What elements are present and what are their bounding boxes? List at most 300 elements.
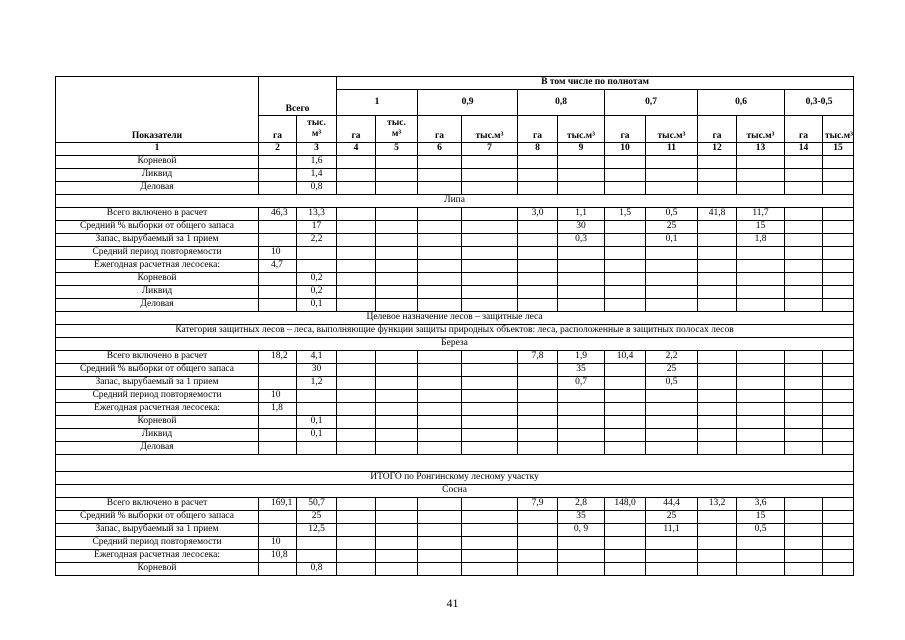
- table-cell: 0,1: [297, 416, 337, 429]
- table-cell: [558, 273, 605, 286]
- table-cell: [823, 416, 854, 429]
- row-label: Корневой: [56, 273, 259, 286]
- table-cell: [698, 442, 737, 455]
- table-row: [56, 563, 854, 576]
- column-number: 3: [297, 143, 337, 156]
- table-cell: 10,4: [605, 351, 646, 364]
- table-cell: 2,2: [297, 234, 337, 247]
- column-number: 6: [418, 143, 462, 156]
- table-cell: 169,1: [259, 498, 297, 511]
- table-cell: [698, 416, 737, 429]
- unit-thous-m3: тыс.м³: [737, 116, 785, 143]
- table-cell: [785, 286, 823, 299]
- table-cell: 1,1: [558, 208, 605, 221]
- table-cell: [337, 524, 376, 537]
- table-cell: [518, 524, 558, 537]
- unit-ha: га: [518, 116, 558, 143]
- section-title: Категория защитных лесов – леса, выполняющие функции защиты природных объектов: леса, расположенные в защитных полосах лесов: [56, 325, 854, 338]
- table-cell: [823, 234, 854, 247]
- table-cell: 0,1: [297, 429, 337, 442]
- row-label: Средний % выборки от общего запаса: [56, 364, 259, 377]
- table-cell: [462, 351, 518, 364]
- table-cell: [605, 442, 646, 455]
- table-cell: [737, 182, 785, 195]
- table-cell: 15: [737, 221, 785, 234]
- table-cell: 46,3: [259, 208, 297, 221]
- table-cell: [462, 416, 518, 429]
- table-cell: [297, 403, 337, 416]
- table-cell: [698, 537, 737, 550]
- table-cell: [823, 377, 854, 390]
- table-cell: [259, 286, 297, 299]
- table-cell: [418, 377, 462, 390]
- column-number-row: [56, 143, 854, 156]
- table-cell: [605, 221, 646, 234]
- table-cell: 35: [558, 364, 605, 377]
- density-header-0-3-0-5: 0,3-0,5: [785, 90, 854, 116]
- section-row: [56, 325, 854, 338]
- row-label: Всего включено в расчет: [56, 498, 259, 511]
- table-cell: [698, 524, 737, 537]
- table-row: [56, 247, 854, 260]
- table-cell: [518, 377, 558, 390]
- table-cell: [297, 537, 337, 550]
- table-cell: [337, 156, 376, 169]
- table-cell: [376, 390, 418, 403]
- table-cell: [558, 260, 605, 273]
- table-cell: [337, 234, 376, 247]
- table-cell: [698, 234, 737, 247]
- table-cell: [785, 182, 823, 195]
- table-cell: [785, 208, 823, 221]
- table-row: [56, 537, 854, 550]
- table-cell: [462, 182, 518, 195]
- table-cell: [737, 429, 785, 442]
- table-cell: [646, 442, 698, 455]
- table-cell: 0,5: [737, 524, 785, 537]
- table-row: [56, 260, 854, 273]
- column-number: 2: [259, 143, 297, 156]
- table-cell: [558, 390, 605, 403]
- table-cell: [518, 429, 558, 442]
- table-cell: [418, 364, 462, 377]
- table-cell: [558, 429, 605, 442]
- table-cell: [418, 416, 462, 429]
- table-cell: [605, 390, 646, 403]
- table-cell: [518, 234, 558, 247]
- section-row: [56, 312, 854, 325]
- table-cell: [418, 156, 462, 169]
- table-cell: [737, 563, 785, 576]
- table-cell: 2,8: [558, 498, 605, 511]
- table-cell: [418, 247, 462, 260]
- table-cell: [259, 156, 297, 169]
- table-cell: [605, 563, 646, 576]
- table-cell: [462, 550, 518, 563]
- table-cell: [698, 169, 737, 182]
- table-row: [56, 524, 854, 537]
- table-cell: [259, 364, 297, 377]
- table-cell: [698, 563, 737, 576]
- table-cell: [646, 182, 698, 195]
- table-cell: [646, 390, 698, 403]
- table-body: [56, 156, 854, 576]
- table-cell: [823, 351, 854, 364]
- table-cell: [823, 403, 854, 416]
- section-title: Целевое назначение лесов – защитные леса: [56, 312, 854, 325]
- table-cell: [785, 403, 823, 416]
- table-cell: [462, 208, 518, 221]
- table-cell: [376, 524, 418, 537]
- table-cell: [418, 442, 462, 455]
- table-cell: [785, 442, 823, 455]
- table-cell: [376, 429, 418, 442]
- table-cell: 3,6: [737, 498, 785, 511]
- table-row: [56, 416, 854, 429]
- table-cell: [558, 537, 605, 550]
- table-cell: [518, 537, 558, 550]
- table-cell: [462, 511, 518, 524]
- row-label: Корневой: [56, 563, 259, 576]
- table-cell: [737, 537, 785, 550]
- table-cell: [698, 511, 737, 524]
- table-cell: [605, 182, 646, 195]
- table-cell: [605, 364, 646, 377]
- table-cell: [337, 247, 376, 260]
- table-cell: [418, 260, 462, 273]
- table-cell: [462, 377, 518, 390]
- table-cell: [259, 377, 297, 390]
- table-cell: [646, 260, 698, 273]
- table-cell: 25: [646, 364, 698, 377]
- table-cell: [462, 169, 518, 182]
- table-cell: 4,1: [297, 351, 337, 364]
- table-cell: [737, 286, 785, 299]
- table-cell: [823, 221, 854, 234]
- table-row: [56, 429, 854, 442]
- table-cell: [337, 208, 376, 221]
- unit-ha: га: [337, 116, 376, 143]
- section-title: Береза: [56, 338, 854, 351]
- table-cell: [259, 273, 297, 286]
- table-cell: [418, 390, 462, 403]
- table-cell: 0,5: [646, 208, 698, 221]
- table-cell: 25: [646, 511, 698, 524]
- column-number: 1: [56, 143, 259, 156]
- section-title: [56, 455, 854, 472]
- table-cell: [376, 182, 418, 195]
- table-cell: [785, 563, 823, 576]
- unit-ha: га: [605, 116, 646, 143]
- table-cell: [605, 260, 646, 273]
- table-cell: [337, 563, 376, 576]
- column-number: 11: [646, 143, 698, 156]
- unit-thous-m3: тыс.м³: [823, 116, 854, 143]
- table-cell: [605, 524, 646, 537]
- density-header-0-6: 0,6: [698, 90, 785, 116]
- table-cell: [376, 498, 418, 511]
- table-cell: 35: [558, 511, 605, 524]
- table-cell: [785, 390, 823, 403]
- table-cell: [605, 247, 646, 260]
- table-cell: [737, 351, 785, 364]
- table-cell: 10,8: [259, 550, 297, 563]
- table-cell: [376, 511, 418, 524]
- table-cell: [418, 182, 462, 195]
- table-cell: [418, 524, 462, 537]
- table-cell: [337, 498, 376, 511]
- table-cell: 7,9: [518, 498, 558, 511]
- table-cell: [823, 182, 854, 195]
- table-cell: [462, 442, 518, 455]
- table-cell: [698, 403, 737, 416]
- table-cell: [462, 221, 518, 234]
- table-cell: [418, 286, 462, 299]
- table-cell: [518, 511, 558, 524]
- table-cell: [785, 273, 823, 286]
- table-cell: [646, 429, 698, 442]
- table-cell: [376, 351, 418, 364]
- table-cell: [558, 169, 605, 182]
- table-cell: [558, 403, 605, 416]
- table-cell: [518, 260, 558, 273]
- indicators-header: Показатели: [56, 77, 259, 143]
- table-cell: [376, 247, 418, 260]
- table-cell: [462, 156, 518, 169]
- table-cell: [823, 563, 854, 576]
- table-row: [56, 403, 854, 416]
- table-row: [56, 390, 854, 403]
- table-cell: 30: [558, 221, 605, 234]
- table-cell: [605, 299, 646, 312]
- table-cell: 0,7: [558, 377, 605, 390]
- table-cell: [646, 537, 698, 550]
- table-cell: [337, 273, 376, 286]
- table-cell: [418, 299, 462, 312]
- table-cell: [785, 537, 823, 550]
- table-cell: [462, 390, 518, 403]
- row-label: Всего включено в расчет: [56, 351, 259, 364]
- table-cell: [337, 537, 376, 550]
- table-cell: [823, 299, 854, 312]
- table-cell: [605, 403, 646, 416]
- table-cell: [297, 260, 337, 273]
- table-row: [56, 208, 854, 221]
- row-label: Ежегодная расчетная лесосека:: [56, 260, 259, 273]
- table-cell: [605, 156, 646, 169]
- table-row: [56, 442, 854, 455]
- column-number: 10: [605, 143, 646, 156]
- table-cell: [259, 182, 297, 195]
- table-cell: [337, 390, 376, 403]
- table-cell: [558, 563, 605, 576]
- table-cell: [605, 169, 646, 182]
- table-cell: 30: [297, 364, 337, 377]
- table-cell: [518, 182, 558, 195]
- table-row: [56, 498, 854, 511]
- table-cell: [785, 498, 823, 511]
- section-row: [56, 195, 854, 208]
- table-cell: [462, 563, 518, 576]
- column-number: 7: [462, 143, 518, 156]
- table-cell: 1,2: [297, 377, 337, 390]
- table-cell: [518, 364, 558, 377]
- table-row: [56, 221, 854, 234]
- table-cell: [337, 364, 376, 377]
- table-cell: [737, 442, 785, 455]
- section-row: [56, 455, 854, 472]
- table-cell: 0,8: [297, 182, 337, 195]
- table-cell: [337, 182, 376, 195]
- table-cell: [259, 221, 297, 234]
- table-cell: [737, 156, 785, 169]
- table-cell: [823, 208, 854, 221]
- table-cell: 25: [297, 511, 337, 524]
- table-cell: [462, 286, 518, 299]
- section-title: Липа: [56, 195, 854, 208]
- table-row: [56, 377, 854, 390]
- density-group-header: В том числе по полнотам: [337, 77, 854, 90]
- table-cell: [337, 429, 376, 442]
- table-cell: [462, 247, 518, 260]
- table-cell: [823, 511, 854, 524]
- table-cell: [737, 260, 785, 273]
- unit-thous-m3: тыс.м³: [558, 116, 605, 143]
- table-cell: [823, 273, 854, 286]
- row-label: Деловая: [56, 299, 259, 312]
- unit-ha: га: [785, 116, 823, 143]
- table-cell: 18,2: [259, 351, 297, 364]
- table-cell: 0, 9: [558, 524, 605, 537]
- table-cell: [698, 351, 737, 364]
- table-cell: [646, 286, 698, 299]
- table-row: [56, 169, 854, 182]
- table-cell: [646, 563, 698, 576]
- table-header: [56, 77, 854, 156]
- page-number: 41: [446, 596, 459, 610]
- row-label: Корневой: [56, 416, 259, 429]
- table-cell: [737, 299, 785, 312]
- table-cell: [785, 429, 823, 442]
- table-row: [56, 234, 854, 247]
- forest-table-sheet: [55, 76, 853, 576]
- unit-thous-m3: тыс. м³: [376, 116, 418, 143]
- table-cell: [376, 416, 418, 429]
- table-cell: [418, 273, 462, 286]
- table-cell: [823, 498, 854, 511]
- table-cell: [462, 537, 518, 550]
- table-cell: [462, 403, 518, 416]
- table-cell: [698, 182, 737, 195]
- column-number: 8: [518, 143, 558, 156]
- table-cell: [698, 260, 737, 273]
- table-cell: [605, 537, 646, 550]
- table-cell: [259, 524, 297, 537]
- table-cell: [259, 299, 297, 312]
- table-cell: [698, 286, 737, 299]
- table-cell: [418, 234, 462, 247]
- table-cell: [823, 537, 854, 550]
- table-cell: [462, 260, 518, 273]
- table-cell: [698, 247, 737, 260]
- table-cell: [462, 364, 518, 377]
- table-cell: [785, 169, 823, 182]
- table-cell: [462, 273, 518, 286]
- table-cell: 10: [259, 537, 297, 550]
- unit-ha: га: [259, 116, 297, 143]
- table-cell: [376, 260, 418, 273]
- row-label: Ежегодная расчетная лесосека:: [56, 403, 259, 416]
- table-cell: [785, 260, 823, 273]
- table-cell: [737, 416, 785, 429]
- table-cell: 1,5: [605, 208, 646, 221]
- table-row: [56, 511, 854, 524]
- table-cell: 41,8: [698, 208, 737, 221]
- row-label: Запас, вырубаемый за 1 прием: [56, 377, 259, 390]
- column-number: 13: [737, 143, 785, 156]
- table-cell: [698, 429, 737, 442]
- table-cell: [737, 364, 785, 377]
- table-cell: 0,1: [297, 299, 337, 312]
- table-cell: 1,9: [558, 351, 605, 364]
- column-number: 4: [337, 143, 376, 156]
- table-cell: 0,2: [297, 286, 337, 299]
- table-cell: [259, 416, 297, 429]
- table-cell: [337, 377, 376, 390]
- table-cell: [823, 247, 854, 260]
- table-cell: 11,1: [646, 524, 698, 537]
- table-cell: [785, 234, 823, 247]
- table-cell: [737, 390, 785, 403]
- table-cell: [823, 429, 854, 442]
- table-cell: [646, 156, 698, 169]
- table-cell: 1,8: [737, 234, 785, 247]
- unit-thous-m3: тыс. м³: [297, 116, 337, 143]
- row-label: Запас, вырубаемый за 1 прием: [56, 234, 259, 247]
- table-cell: [558, 182, 605, 195]
- table-cell: [785, 524, 823, 537]
- table-cell: [376, 364, 418, 377]
- table-cell: [785, 221, 823, 234]
- table-cell: [518, 563, 558, 576]
- table-cell: [376, 537, 418, 550]
- row-label: Средний % выборки от общего запаса: [56, 221, 259, 234]
- table-cell: [558, 247, 605, 260]
- table-cell: [462, 524, 518, 537]
- table-cell: [785, 416, 823, 429]
- section-title: ИТОГО по Ронгинскому лесному участку: [56, 472, 854, 485]
- table-cell: [259, 234, 297, 247]
- table-cell: [605, 550, 646, 563]
- row-label: Ликвид: [56, 429, 259, 442]
- table-cell: [605, 286, 646, 299]
- table-cell: [297, 550, 337, 563]
- table-cell: [518, 169, 558, 182]
- table-cell: [698, 377, 737, 390]
- table-cell: [337, 511, 376, 524]
- table-cell: [737, 247, 785, 260]
- table-cell: [376, 156, 418, 169]
- table-cell: [518, 442, 558, 455]
- table-cell: [337, 442, 376, 455]
- table-cell: [376, 208, 418, 221]
- table-cell: [823, 169, 854, 182]
- table-cell: [605, 377, 646, 390]
- table-cell: [259, 429, 297, 442]
- section-title: Сосна: [56, 485, 854, 498]
- felling-calculation-table: [55, 76, 854, 576]
- table-cell: [418, 403, 462, 416]
